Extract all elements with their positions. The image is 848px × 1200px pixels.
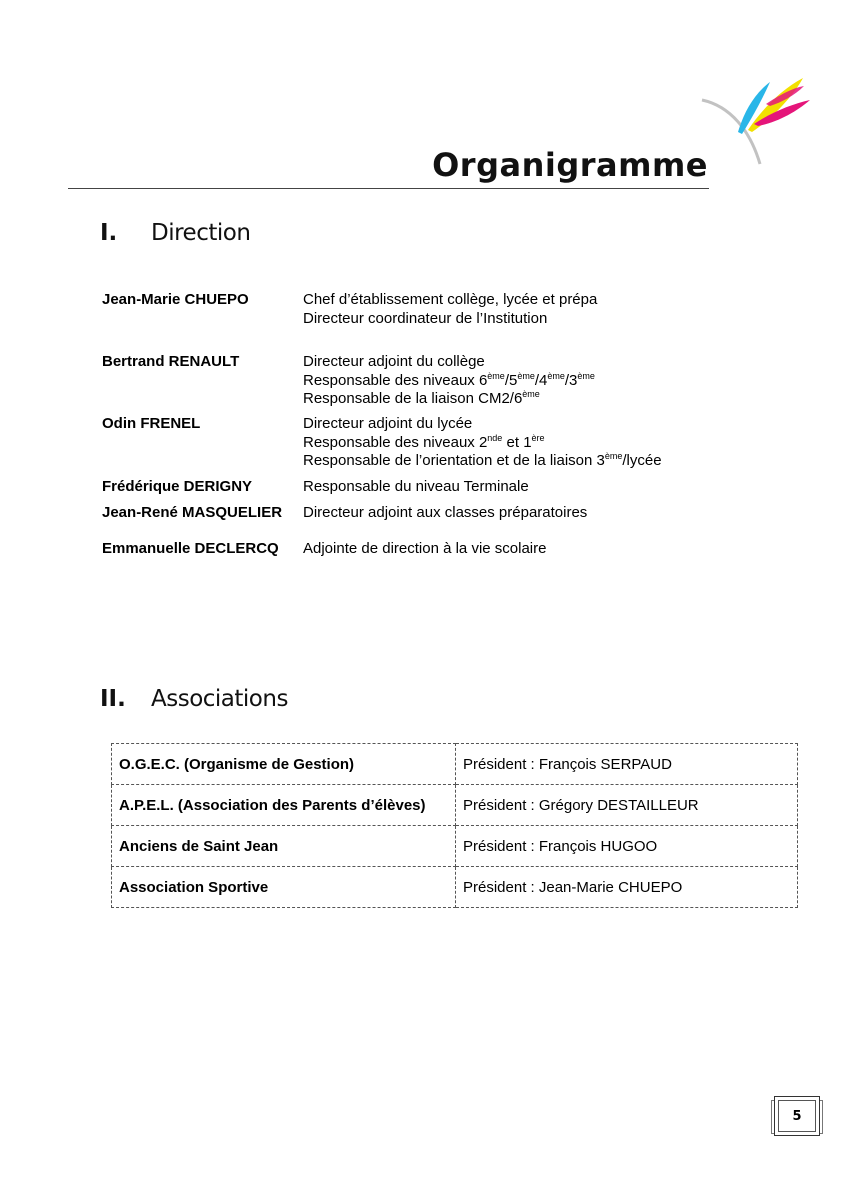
association-president: Président : Jean-Marie CHUEPO: [456, 867, 798, 908]
association-president: Président : François SERPAUD: [456, 744, 798, 785]
person-name: Frédérique DERIGNY: [102, 478, 253, 495]
role-line: Responsable des niveaux 2nde et 1ère: [303, 432, 545, 451]
page-title: Organigramme: [432, 146, 708, 184]
section-associations-heading: [100, 686, 288, 712]
section-direction-heading: [100, 220, 250, 246]
role-line: Directeur coordinateur de l’Institution: [303, 309, 548, 327]
section-number: II.: [100, 686, 126, 712]
person-name: Odin FRENEL: [102, 415, 201, 432]
logo-magenta-stroke-2: [766, 86, 804, 106]
association-name: Association Sportive: [112, 867, 456, 908]
table-row: [112, 744, 798, 785]
school-logo: [700, 70, 828, 170]
person-roles: [303, 504, 587, 523]
role-line: Responsable de la liaison CM2/6ème: [303, 389, 540, 407]
role-line: Adjointe de direction à la vie scolaire: [303, 540, 547, 557]
association-name: O.G.E.C. (Organisme de Gestion): [112, 744, 456, 785]
person-roles: [303, 540, 546, 559]
role-line: Chef d’établissement collège, lycée et prépa: [303, 291, 598, 308]
association-name: Anciens de Saint Jean: [112, 826, 456, 867]
association-president: Président : François HUGOO: [456, 826, 798, 867]
role-line: Responsable des niveaux 6ème/5ème/4ème/3ème: [303, 370, 595, 389]
page-number: 5: [778, 1100, 816, 1132]
section-title: Direction: [151, 220, 251, 246]
section-title: Associations: [151, 686, 288, 712]
table-row: [112, 826, 798, 867]
role-line: Directeur adjoint du collège: [303, 353, 485, 370]
role-line: Directeur adjoint aux classes préparatoires: [303, 504, 588, 521]
associations-table: [111, 743, 798, 908]
person-name: Jean-René MASQUELIER: [102, 504, 283, 521]
title-underline: [68, 188, 709, 189]
role-line: Responsable de l’orientation et de la liaison 3ème/lycée: [303, 451, 662, 469]
page-number-box: [774, 1096, 820, 1136]
role-line: Directeur adjoint du lycée: [303, 415, 473, 432]
person-roles: [303, 353, 595, 409]
person-roles: [303, 291, 597, 328]
table-row: [112, 785, 798, 826]
person-name: Jean-Marie CHUEPO: [102, 291, 249, 308]
role-line: Responsable du niveau Terminale: [303, 478, 529, 495]
table-row: [112, 867, 798, 908]
section-number: I.: [100, 220, 118, 246]
person-name: Bertrand RENAULT: [102, 353, 240, 370]
association-name: A.P.E.L. (Association des Parents d’élèves): [112, 785, 456, 826]
association-president: Président : Grégory DESTAILLEUR: [456, 785, 798, 826]
person-roles: [303, 478, 529, 497]
person-roles: [303, 415, 662, 471]
person-name: Emmanuelle DECLERCQ: [102, 540, 279, 557]
